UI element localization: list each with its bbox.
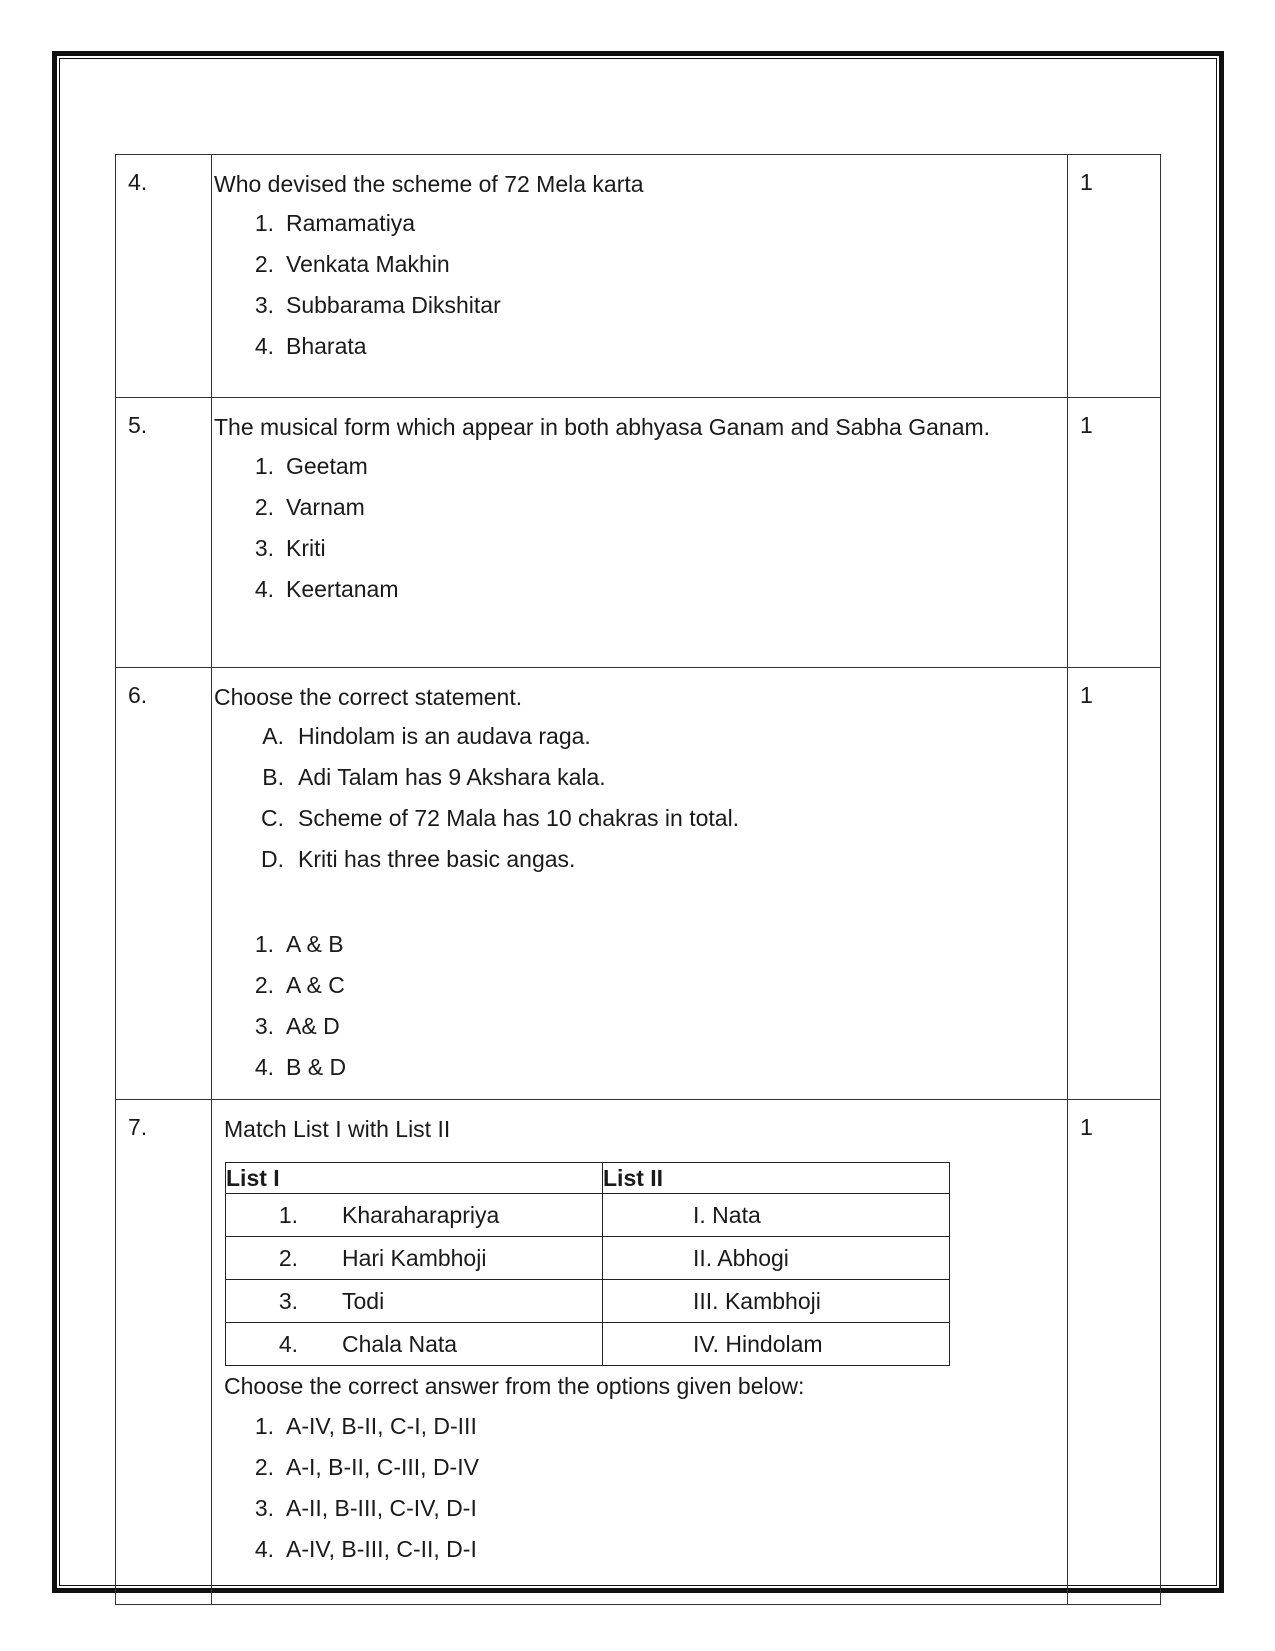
match-row: 4. Chala Nata IV. Hindolam [226, 1323, 950, 1366]
option-list [212, 203, 1067, 367]
question-row-5 [116, 398, 1161, 668]
statement-item: D. Kriti has three basic angas. [261, 846, 576, 872]
question-text: Choose the correct statement. [214, 684, 523, 710]
option-item: 2. A-I, B-II, C-III, D-IV [254, 1454, 479, 1480]
match-table [225, 1162, 950, 1366]
instruction-text: Choose the correct answer from the options given below: [224, 1373, 805, 1399]
question-number: 4. [116, 155, 212, 398]
list-2-header: List II [603, 1163, 950, 1194]
question-body [212, 155, 1068, 398]
question-number: 5. [116, 398, 212, 668]
question-body [212, 398, 1068, 668]
question-body [212, 668, 1068, 1100]
question-number: 7. [116, 1100, 212, 1605]
question-text: Who devised the scheme of 72 Mela karta [214, 171, 644, 197]
question-text: Match List I with List II [224, 1116, 451, 1142]
question-body [212, 1100, 1068, 1605]
option-item: 1. A & B [254, 931, 344, 957]
option-item: 3. A& D [254, 1013, 340, 1039]
question-number: 6. [116, 668, 212, 1100]
statement-item: B. Adi Talam has 9 Akshara kala. [262, 764, 606, 790]
question-row-4 [116, 155, 1161, 398]
match-row: 3. Todi III. Kambhoji [226, 1280, 950, 1323]
statement-item: A. Hindolam is an audava raga. [262, 723, 591, 749]
option-item: 3. Subbarama Dikshitar [254, 292, 501, 318]
option-item: 1. Ramamatiya [254, 210, 416, 236]
question-row-7 [116, 1100, 1161, 1605]
match-row: 1. Kharaharapriya I. Nata [226, 1194, 950, 1237]
option-item: 1. A-IV, B-II, C-I, D-III [254, 1413, 477, 1439]
statement-list [212, 716, 1067, 880]
question-marks: 1 [1068, 155, 1161, 398]
statement-item: C. Scheme of 72 Mala has 10 chakras in total. [261, 805, 740, 831]
option-item: 2. Venkata Makhin [254, 251, 450, 277]
question-marks: 1 [1068, 1100, 1161, 1605]
option-item: 4. Bharata [254, 333, 367, 359]
option-item: 3. Kriti [254, 535, 326, 561]
option-item: 2. A & C [254, 972, 345, 998]
option-item: 2. Varnam [254, 494, 365, 520]
option-item: 4. B & D [254, 1054, 347, 1080]
question-text: The musical form which appear in both abhyasa Ganam and Sabha Ganam. [214, 414, 991, 440]
question-row-6 [116, 668, 1161, 1100]
match-header-row [226, 1163, 950, 1194]
option-list [212, 1406, 1067, 1570]
option-list [212, 924, 1067, 1088]
option-item: 4. A-IV, B-III, C-II, D-I [254, 1536, 477, 1562]
option-item: 4. Keertanam [254, 576, 399, 602]
option-list [212, 446, 1067, 610]
list-1-header: List I [226, 1163, 603, 1194]
match-row: 2. Hari Kambhoji II. Abhogi [226, 1237, 950, 1280]
question-marks: 1 [1068, 398, 1161, 668]
question-marks: 1 [1068, 668, 1161, 1100]
option-item: 1. Geetam [254, 453, 368, 479]
option-item: 3. A-II, B-III, C-IV, D-I [254, 1495, 477, 1521]
question-table [115, 154, 1161, 1605]
